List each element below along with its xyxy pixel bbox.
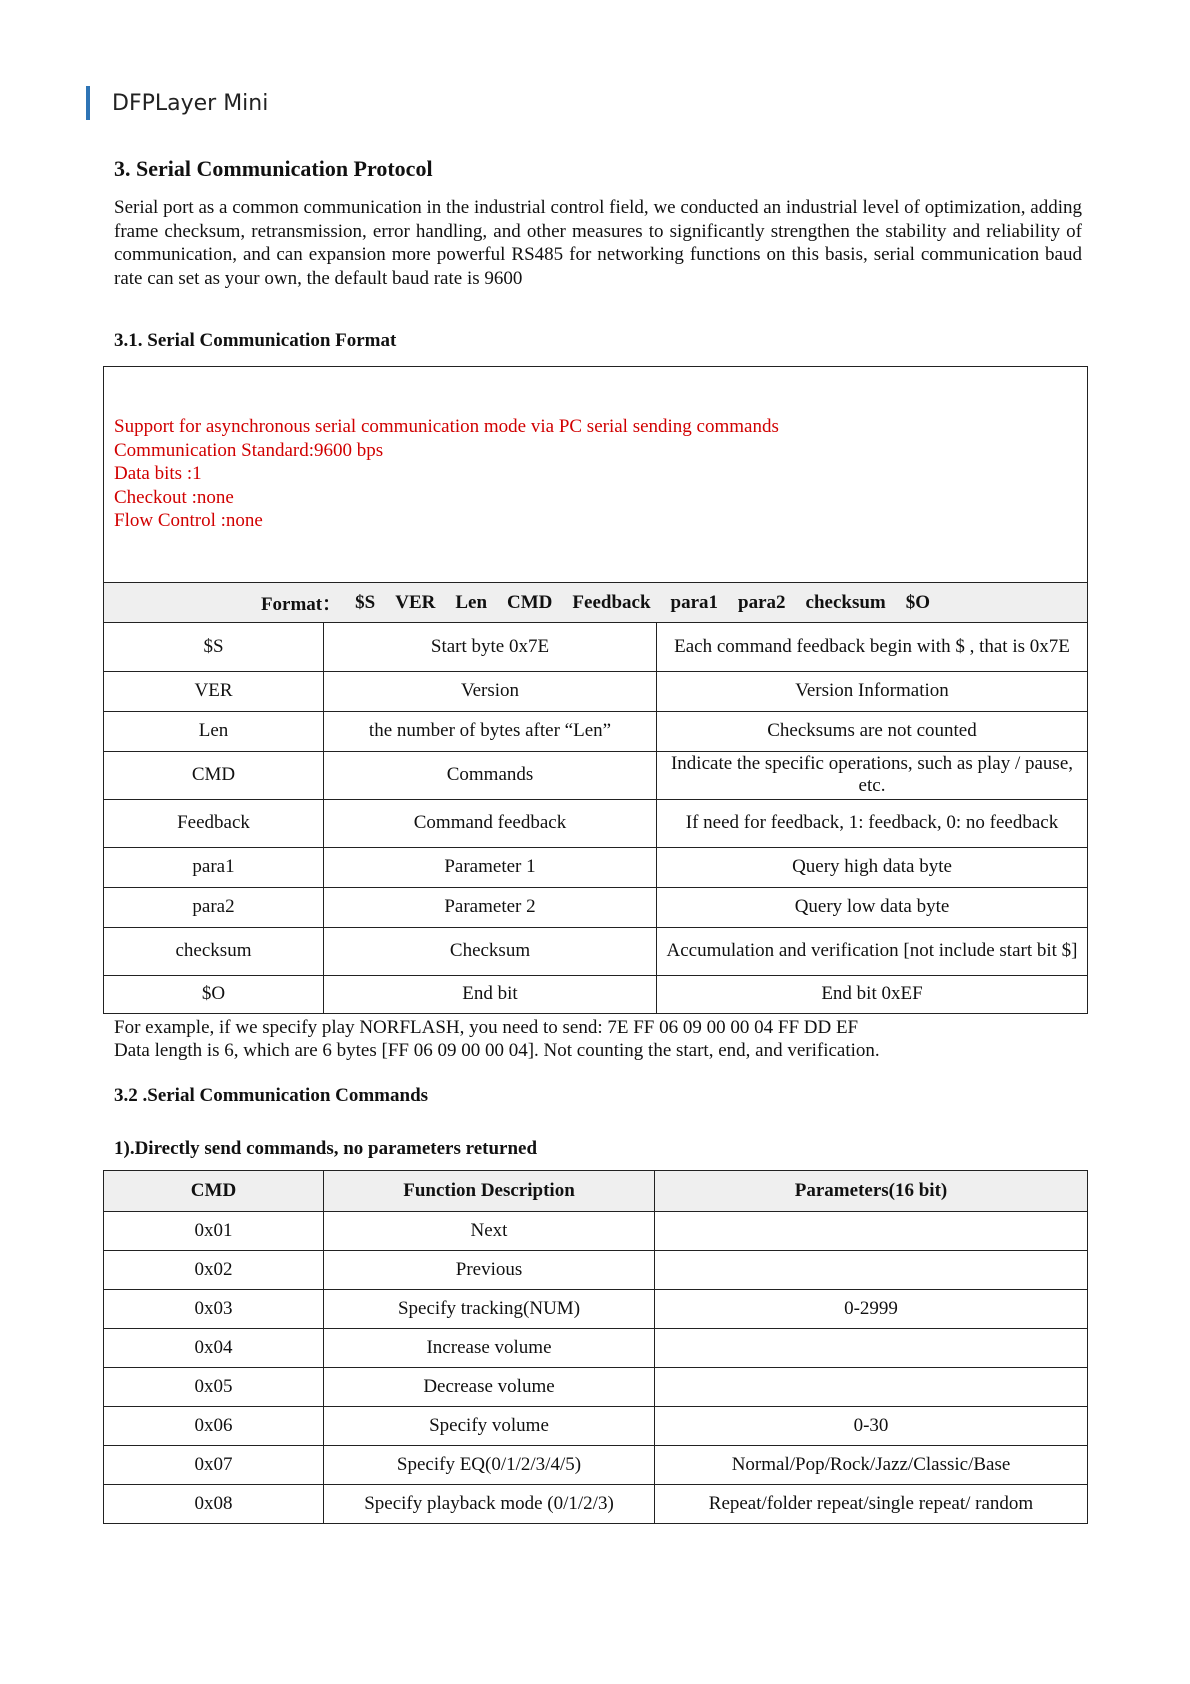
func-cell: Specify EQ(0/1/2/3/4/5) (324, 1446, 655, 1485)
cmd-cell: 0x06 (104, 1407, 324, 1446)
name-cell: Start byte 0x7E (324, 623, 657, 671)
format-field: checksum (805, 591, 886, 613)
example-line: Data length is 6, which are 6 bytes [FF 06 09 00 00 04]. Not counting the start, end, and verification. (114, 1040, 880, 1061)
format-field: CMD (507, 591, 553, 613)
serial-settings (104, 367, 1087, 583)
section-title: 3. Serial Communication Protocol (114, 156, 433, 181)
field-cell: Feedback (104, 799, 324, 847)
field-cell: $O (104, 975, 324, 1013)
commands-subtitle: 1).Directly send commands, no parameters returned (114, 1138, 538, 1159)
settings-line: Support for asynchronous serial communication mode via PC serial sending commands (114, 416, 779, 437)
func-cell: Previous (324, 1251, 655, 1290)
name-cell: Parameter 1 (324, 847, 657, 887)
format-field: Feedback (572, 591, 651, 613)
settings-line: Data bits :1 (114, 463, 202, 484)
table-row (104, 711, 1087, 751)
table-row (104, 751, 1087, 799)
param-cell (655, 1251, 1088, 1290)
func-cell: Specify tracking(NUM) (324, 1290, 655, 1329)
table-row (104, 1251, 1088, 1290)
table-row (104, 1329, 1088, 1368)
param-cell: 0-30 (655, 1407, 1088, 1446)
format-header (104, 583, 1087, 623)
header-title: DFPLayer Mini (112, 90, 269, 116)
func-cell: Increase volume (324, 1329, 655, 1368)
param-cell: Normal/Pop/Rock/Jazz/Classic/Base (655, 1446, 1088, 1485)
desc-cell: Checksums are not counted (657, 711, 1088, 751)
format-field: VER (395, 591, 436, 613)
table-row (104, 887, 1087, 927)
table-row (104, 927, 1087, 975)
table-row (104, 1485, 1088, 1524)
desc-cell: If need for feedback, 1: feedback, 0: no feedback (657, 799, 1088, 847)
cmd-cell: 0x08 (104, 1485, 324, 1524)
field-cell: checksum (104, 927, 324, 975)
name-cell: End bit (324, 975, 657, 1013)
func-cell: Next (324, 1212, 655, 1251)
param-cell (655, 1329, 1088, 1368)
cmd-cell: 0x05 (104, 1368, 324, 1407)
table-row (104, 671, 1087, 711)
column-header: CMD (104, 1171, 324, 1212)
commands-section-title: 3.2 .Serial Communication Commands (114, 1085, 429, 1106)
section-intro: Serial port as a common communication in the industrial control field, we conducted an industrial level of optimization, adding frame checksum, retransmission, error handling, and other measures to significantly strengthen the stability and reliability of communication, and can expansion more powerful RS485 for networking functions on this basis, serial communication baud rate can set as your own, the default baud rate is 9600 (114, 197, 1082, 289)
format-label: Format： (260, 594, 342, 615)
cmd-cell: 0x07 (104, 1446, 324, 1485)
settings-line: Checkout :none (114, 486, 234, 508)
field-cell: para2 (104, 887, 324, 927)
cmd-cell: 0x01 (104, 1212, 324, 1251)
field-cell: Len (104, 711, 324, 751)
desc-cell: Indicate the specific operations, such as play / pause, etc. (657, 751, 1088, 799)
table-row (104, 1368, 1088, 1407)
desc-cell: Query low data byte (657, 887, 1088, 927)
table-row (104, 1407, 1088, 1446)
table-header-row (104, 1171, 1088, 1212)
param-cell: Repeat/folder repeat/single repeat/ random (655, 1485, 1088, 1524)
cmd-cell: 0x03 (104, 1290, 324, 1329)
table-row (104, 1446, 1088, 1485)
table-row (104, 1290, 1088, 1329)
desc-cell: Version Information (657, 671, 1088, 711)
column-header: Function Description (324, 1171, 655, 1212)
format-field: para1 (670, 591, 719, 613)
field-cell: VER (104, 671, 324, 711)
desc-cell: End bit 0xEF (657, 975, 1088, 1013)
func-cell: Specify playback mode (0/1/2/3) (324, 1485, 655, 1524)
field-cell: CMD (104, 751, 324, 799)
cmd-cell: 0x04 (104, 1329, 324, 1368)
format-field: Len (455, 591, 488, 613)
name-cell: Command feedback (324, 799, 657, 847)
format-section-title: 3.1. Serial Communication Format (114, 330, 397, 351)
header-accent-bar (86, 86, 90, 120)
column-header: Parameters(16 bit) (655, 1171, 1088, 1212)
desc-cell: Each command feedback begin with $ , that is 0x7E (657, 623, 1088, 671)
name-cell: Parameter 2 (324, 887, 657, 927)
field-cell: $S (104, 623, 324, 671)
desc-cell: Accumulation and verification [not include start bit $] (657, 927, 1088, 975)
param-cell: 0-2999 (655, 1290, 1088, 1329)
cmd-cell: 0x02 (104, 1251, 324, 1290)
commands-table (103, 1170, 1088, 1524)
name-cell: Version (324, 671, 657, 711)
format-field: $S (355, 591, 376, 613)
table-row (104, 1212, 1088, 1251)
settings-line: Communication Standard:9600 bps (114, 439, 384, 461)
func-cell: Decrease volume (324, 1368, 655, 1407)
page-header (86, 86, 268, 120)
example-line: For example, if we specify play NORFLASH, you need to send: 7E FF 06 09 00 00 04 FF DD EF (114, 1017, 859, 1038)
name-cell: Checksum (324, 927, 657, 975)
table-row (104, 847, 1087, 887)
table-row (104, 975, 1087, 1013)
name-cell: the number of bytes after “Len” (324, 711, 657, 751)
table-row (104, 623, 1087, 671)
format-field: $O (905, 591, 931, 613)
field-cell: para1 (104, 847, 324, 887)
param-cell (655, 1212, 1088, 1251)
name-cell: Commands (324, 751, 657, 799)
param-cell (655, 1368, 1088, 1407)
table-row (104, 799, 1087, 847)
format-box (103, 366, 1088, 1014)
format-field: para2 (738, 591, 786, 613)
settings-line: Flow Control :none (114, 510, 263, 531)
desc-cell: Query high data byte (657, 847, 1088, 887)
example-text (114, 1016, 880, 1062)
func-cell: Specify volume (324, 1407, 655, 1446)
format-table (104, 623, 1087, 1013)
